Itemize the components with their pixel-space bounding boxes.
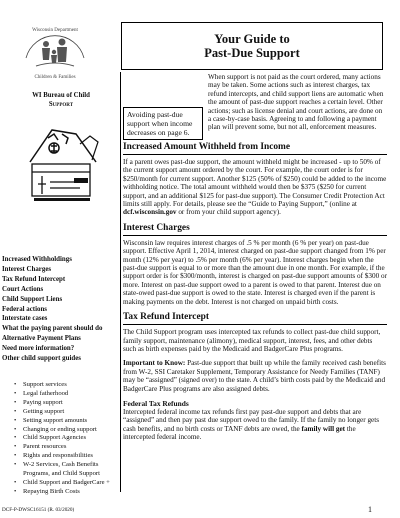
svg-text:Wisconsin Department: Wisconsin Department bbox=[32, 28, 78, 33]
support-illustration bbox=[18, 124, 106, 206]
title-line-1: Your Guide to bbox=[214, 32, 290, 46]
federal-paragraph bbox=[123, 408, 387, 442]
guide-item[interactable]: • Support services bbox=[14, 381, 120, 390]
guide-item[interactable]: • Parent resources bbox=[14, 443, 120, 452]
link-tax-refund-intercept[interactable]: Tax Refund Intercept bbox=[2, 275, 66, 283]
guide-item[interactable]: • Rights and responsibilities bbox=[14, 452, 120, 461]
dcf-website-link[interactable]: dcf.wisconsin.gov bbox=[123, 208, 177, 217]
guide-item[interactable]: • Repaying Birth Costs bbox=[14, 488, 120, 497]
link-interest-charges[interactable]: Interest Charges bbox=[2, 265, 52, 273]
interest-paragraph: Wisconsin law requires interest charges of .5 % per month (6 % per year) on past-due support. Effective April 1, 2014, interest charged on past-due support changed from 1% per month (12% per year) to .5% per month (6% per year). Interest charges begin when the past-due support is equal to or more than the amount due in one month. For example, if the support order is for $300/month, interest is charged on past-due support amounts of $300 or more. Interest on past-due support owed to a parent is owed to that parent. Interest due on state-owed past-due support is owed to the state. Interest is charged even if the parent is making payments on the debt. Interest is not charged on unpaid birth costs. bbox=[123, 238, 387, 306]
guide-item[interactable]: • Changing or ending support bbox=[14, 426, 120, 435]
increased-text-b: or from your child support agency). bbox=[176, 208, 281, 217]
link-more-information[interactable]: Need more information? bbox=[2, 345, 75, 353]
guide-item[interactable]: • Child Support Agencies bbox=[14, 434, 120, 443]
link-child-support-liens[interactable]: Child Support Liens bbox=[2, 295, 63, 303]
link-increased-withholdings[interactable]: Increased Withholdings bbox=[2, 256, 72, 263]
link-interstate-cases[interactable]: Interstate cases bbox=[2, 315, 48, 323]
callout-box: Avoiding past-due support when income decreases on page 6. bbox=[123, 107, 203, 140]
federal-bold: family will get bbox=[301, 424, 346, 433]
guides-list bbox=[14, 381, 120, 497]
heading-interest-charges: Interest Charges bbox=[123, 223, 387, 236]
federal-text-a: Intercepted federal income tax refunds first pay past-due support and debts that are “assigned” and then pay past due support owed to the family. If the family no longer gets cash benefits, and no birth costs or TANF debts are owed, the bbox=[123, 407, 380, 433]
link-paying-parent[interactable]: What the paying parent should do bbox=[2, 325, 103, 333]
heading-increased-withholding: Increased Amount Withheld from Income bbox=[123, 142, 387, 155]
link-payment-plans[interactable]: Alternative Payment Plans bbox=[2, 335, 81, 343]
bureau-name bbox=[10, 92, 112, 109]
form-code: DCF-P-DWSC16151 (R. 03/2020) bbox=[2, 507, 75, 513]
tax-paragraph: The Child Support program uses intercepted tax refunds to collect past-due child support, family support, maintenance (alimony), medical support, interest, fees, and other debts such as birth expenses paid by the Medicaid and BadgerCare Plus programs. bbox=[123, 328, 381, 353]
important-label: Important to Know: bbox=[123, 359, 186, 368]
important-text: Past-due support that built up while the family received cash benefits from W-2, SSI Caretaker Supplement, Temporary Assistance for Needy Families (TANF) may be “assigned” (signed over) to the state. A child’s birth costs paid by the Medicaid and BadgerCare Plus programs are also assigned debts. bbox=[123, 359, 386, 393]
topic-links bbox=[2, 255, 120, 364]
title-line-2: Past-Due Support bbox=[204, 46, 300, 60]
main-content bbox=[123, 72, 387, 442]
intro-text: When support is not paid as the court ordered, many actions may be taken. Some actions such as interest charges, tax refund intercepts, and child support liens are automatic when the amount of past-due support reaches a certain level. Other actions; such as license denial and court actions, are done on a case-by-case basis. Agreeing to and following a payment plan will prevent some, but not all, enforcement measures. bbox=[208, 73, 384, 132]
link-court-actions[interactable]: Court Actions bbox=[2, 285, 44, 293]
column-divider bbox=[120, 72, 121, 492]
intro-paragraph bbox=[123, 73, 387, 137]
guide-item[interactable]: • Paying support bbox=[14, 399, 120, 408]
federal-text-b: the intercepted federal income. bbox=[123, 424, 356, 442]
link-federal-actions[interactable]: Federal actions bbox=[2, 305, 47, 313]
page-number: 1 bbox=[368, 505, 372, 514]
guide-item[interactable]: • Legal fatherhood bbox=[14, 390, 120, 399]
guide-item[interactable]: • Setting support amounts bbox=[14, 417, 120, 426]
bureau-line-1: WI Bureau of Child bbox=[32, 92, 90, 99]
heading-federal-tax-refunds: Federal Tax Refunds bbox=[123, 398, 189, 408]
guide-item[interactable]: • Child Support and BadgerCare + bbox=[14, 479, 120, 488]
sidebar bbox=[0, 72, 121, 518]
title-box bbox=[121, 22, 383, 70]
increased-paragraph bbox=[123, 158, 387, 217]
heading-tax-refund-intercept: Tax Refund Intercept bbox=[123, 312, 387, 325]
important-paragraph bbox=[123, 359, 387, 393]
guide-item[interactable]: • W-2 Services, Cash Benefits Programs, and Child Support bbox=[14, 461, 120, 479]
link-other-guides[interactable]: Other child support guides bbox=[2, 355, 81, 363]
svg-text:Children & Families: Children & Families bbox=[34, 75, 76, 80]
bureau-line-2: Support bbox=[48, 100, 74, 108]
increased-text-a: If a parent owes past-due support, the amount withheld might be increased - up to 50% of the current support amount ordered by the court. For example, the court order is for $250/month for current support. Another $125 (50% of $250) could be added to the income withholding notice. The total amount withheld would then be $375 ($250 for current support, and an additional $125 for past-due support). The Consumer Credit Protection Act limits still apply. For details, please see the “Guide to Paying Support,” (online at bbox=[123, 158, 387, 209]
guide-item[interactable]: • Getting support bbox=[14, 408, 120, 417]
